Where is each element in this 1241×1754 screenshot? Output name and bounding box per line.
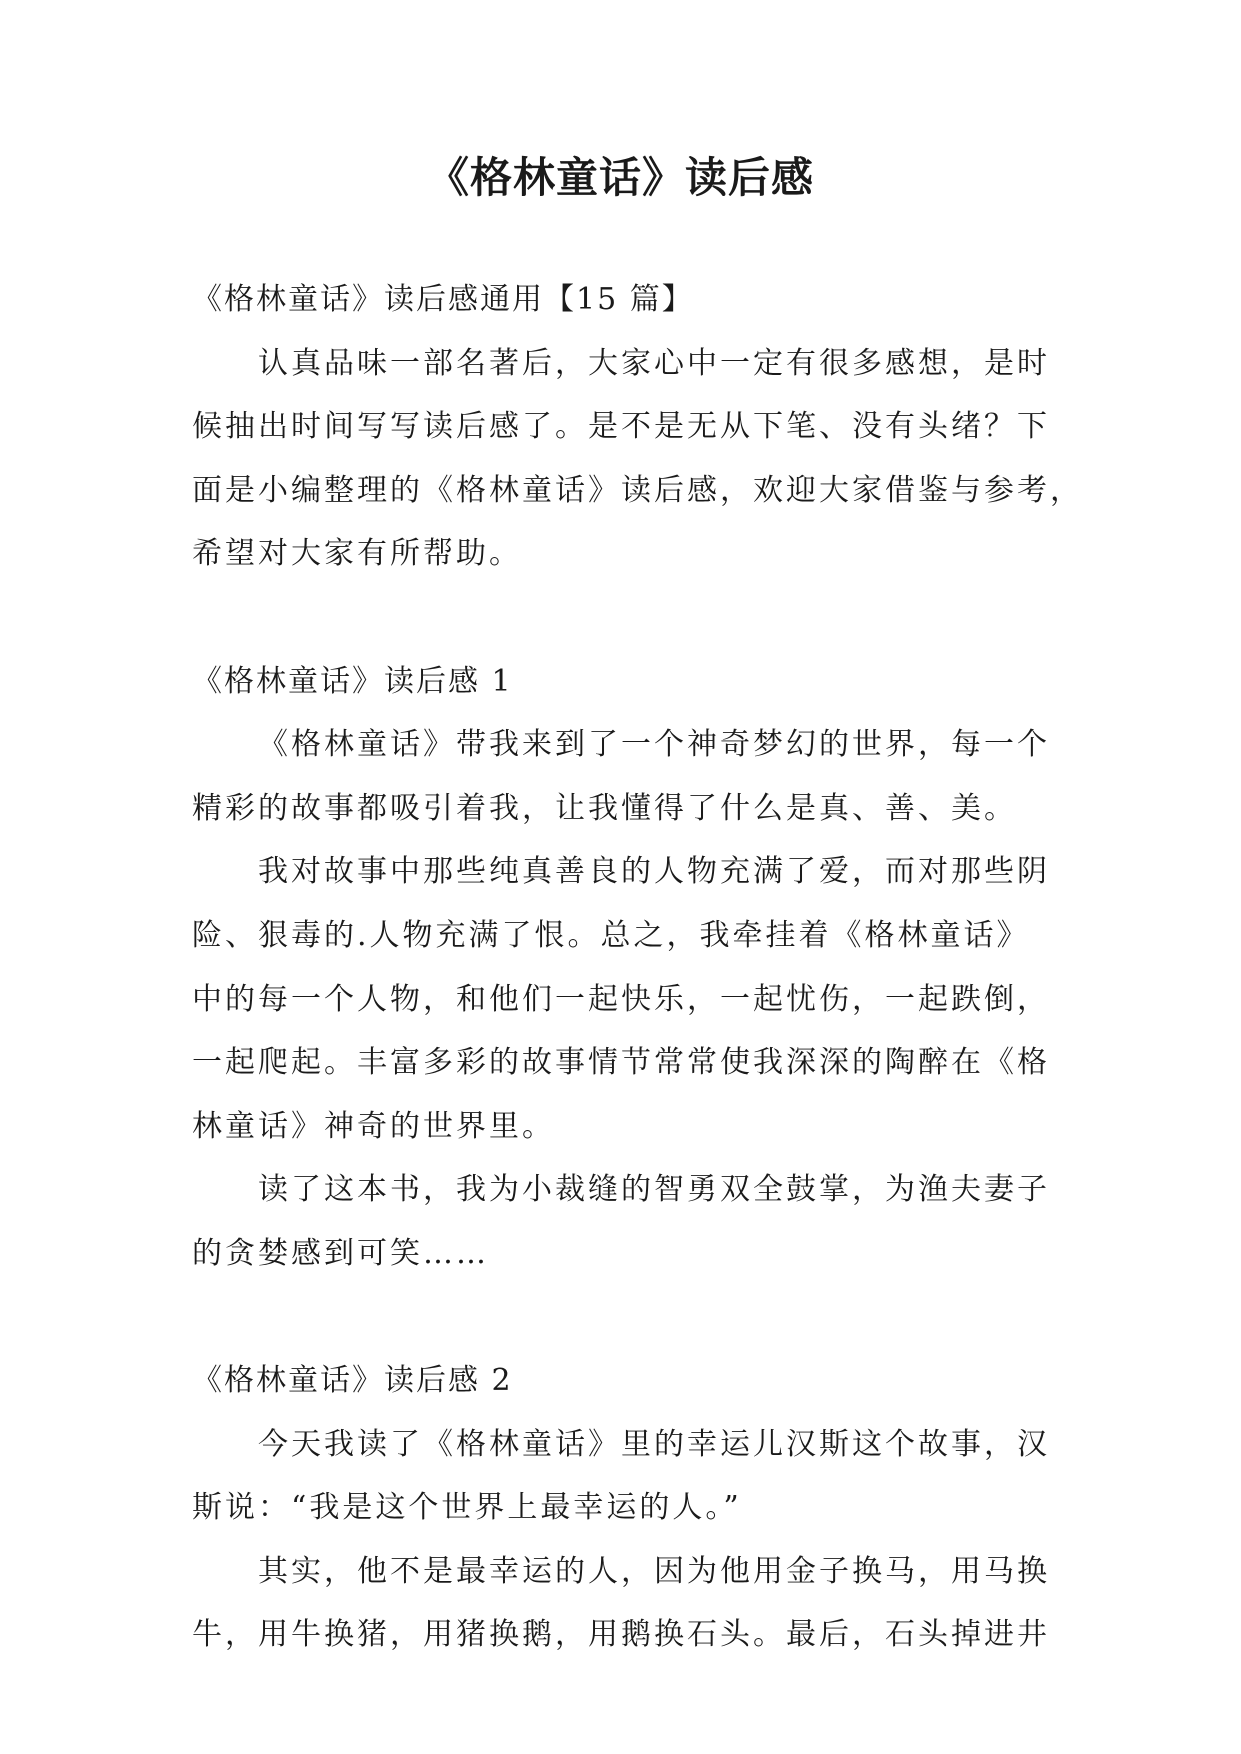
section-line: 中的每一个人物，和他们一起快乐，一起忧伤，一起跌倒， bbox=[192, 981, 1050, 1017]
section-line: 精彩的故事都吸引着我，让我懂得了什么是真、善、美。 bbox=[192, 790, 1017, 826]
intro-line: 希望对大家有所帮助。 bbox=[192, 536, 522, 572]
section-line: 我对故事中那些纯真善良的人物充满了爱，而对那些阴 bbox=[258, 854, 1050, 890]
intro-line: 候抽出时间写写读后感了。是不是无从下笔、没有头绪？下 bbox=[192, 409, 1050, 445]
document-subtitle: 《格林童话》读后感通用【15 篇】 bbox=[192, 282, 694, 317]
section-line: 险、狠毒的.人物充满了恨。总之，我牵挂着《格林童话》 bbox=[192, 917, 1030, 953]
section-line: 今天我读了《格林童话》里的幸运儿汉斯这个故事，汉 bbox=[258, 1426, 1050, 1462]
section-line: 读了这本书，我为小裁缝的智勇双全鼓掌，为渔夫妻子 bbox=[258, 1172, 1050, 1208]
intro-line: 认真品味一部名著后，大家心中一定有很多感想，是时 bbox=[258, 345, 1050, 381]
intro-line: 面是小编整理的《格林童话》读后感，欢迎大家借鉴与参考， bbox=[192, 472, 1083, 508]
section-line: 其实，他不是最幸运的人，因为他用金子换马，用马换 bbox=[258, 1553, 1050, 1589]
section-line: 斯说：“我是这个世界上最幸运的人。” bbox=[192, 1490, 742, 1526]
section-line: 一起爬起。丰富多彩的故事情节常常使我深深的陶醉在《格 bbox=[192, 1045, 1050, 1081]
page-title: 《格林童话》读后感 bbox=[426, 153, 814, 202]
section-line: 《格林童话》带我来到了一个神奇梦幻的世界，每一个 bbox=[258, 727, 1050, 763]
section-heading: 《格林童话》读后感 1 bbox=[192, 663, 513, 699]
paragraph-gap bbox=[192, 1286, 1052, 1350]
paragraph-gap bbox=[192, 586, 1052, 650]
section-line: 的贪婪感到可笑…… bbox=[192, 1235, 489, 1271]
document-body bbox=[192, 268, 1083, 1667]
section-line: 林童话》神奇的世界里。 bbox=[192, 1108, 555, 1144]
section-line: 牛，用牛换猪，用猪换鹅，用鹅换石头。最后，石头掉进井 bbox=[192, 1617, 1050, 1653]
section-heading: 《格林童话》读后感 2 bbox=[192, 1363, 513, 1399]
